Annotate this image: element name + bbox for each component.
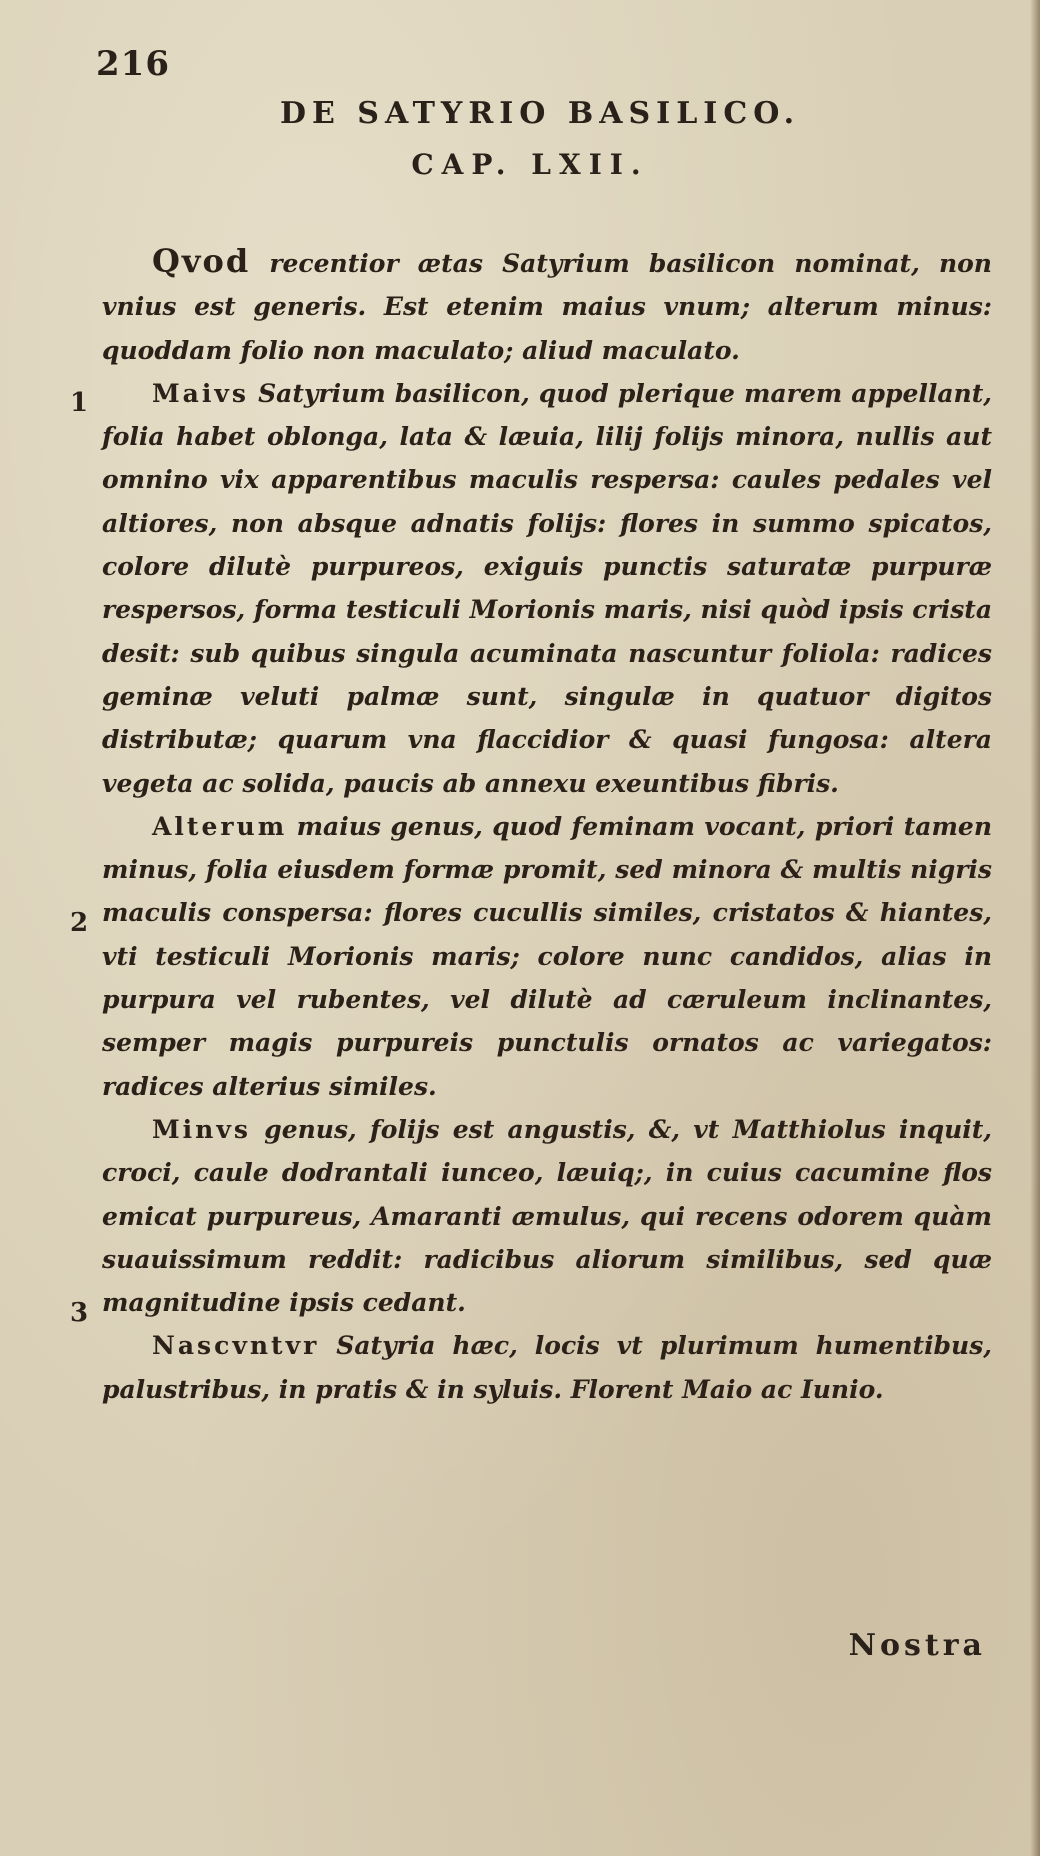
catchword: Nostra bbox=[848, 1628, 986, 1663]
margin-number-1: 1 bbox=[70, 388, 89, 418]
running-title: DE SATYRIO BASILICO. bbox=[279, 96, 801, 131]
paragraph-lead: Maivs bbox=[152, 378, 249, 408]
paragraph-intro bbox=[102, 240, 992, 372]
page-edge-shadow bbox=[1030, 0, 1040, 1856]
paragraph-lead: Minvs bbox=[152, 1114, 251, 1144]
paragraph-text: maius genus, quod feminam vocant, priori tamen minus, folia eiusdem formæ promit, sed minora & multis nigris maculis conspersa: flores cucullis similes, cristatos & hiantes, vti testiculi Morionis maris; colore nunc candidos, alias in purpura vel rubentes, vel dilutè ad cæruleum inclinantes, semper magis purpureis punctulis ornatos ac variegatos: radices alterius similes. bbox=[102, 811, 992, 1101]
paragraph-maius bbox=[102, 372, 992, 805]
margin-number-3: 3 bbox=[70, 1298, 89, 1328]
paragraph-nascuntur bbox=[102, 1324, 992, 1411]
paragraph-text: Satyrium basilicon, quod plerique marem appellant, folia habet oblonga, lata & læuia, lilij folijs minora, nullis aut omnino vix apparentibus maculis respersa: caules pedales vel altiores, non absque adnatis folijs: flores in summo spicatos, colore dilutè purpureos, exiguis punctis saturatæ purpuræ respersos, forma testiculi Morionis maris, nisi quòd ipsis crista desit: sub quibus singula acuminata nascuntur foliola: radices geminæ veluti palmæ sunt, singulæ in quatuor digitos distributæ; quarum vna flaccidior & quasi fungosa: altera vegeta ac solida, paucis ab annexu exeuntibus fibris. bbox=[102, 378, 993, 798]
paragraph-lead: Qvod bbox=[152, 242, 251, 280]
paragraph-alterum bbox=[102, 805, 992, 1108]
paragraph-text: Satyria hæc, locis vt plurimum humentibus, palustribus, in pratis & in syluis. Florent Maio ac Iunio. bbox=[102, 1331, 992, 1404]
page-number: 216 bbox=[96, 44, 170, 84]
paragraph-text: genus, folijs est angustis, &, vt Matthiolus inquit, croci, caule dodrantali iunceo, læuiq;, in cuius cacumine flos emicat purpureus, Amaranti æmulus, qui recens odorem quàm suauissimum reddit: radicibus aliorum similibus, sed quæ magnitudine ipsis cedant. bbox=[102, 1114, 992, 1318]
margin-number-2: 2 bbox=[70, 908, 89, 938]
paragraph-minus bbox=[102, 1108, 992, 1324]
paragraph-text: recentior ætas Satyrium basilicon nominat, non vnius est generis. Est etenim maius vnum; alterum minus: quoddam folio non maculato; aliud maculato. bbox=[102, 249, 992, 365]
paragraph-lead: Nascvntvr bbox=[152, 1331, 320, 1361]
paragraph-lead: Alterum bbox=[152, 811, 288, 841]
chapter-heading: CAP. LXII. bbox=[411, 148, 649, 181]
body-text bbox=[102, 240, 992, 1411]
